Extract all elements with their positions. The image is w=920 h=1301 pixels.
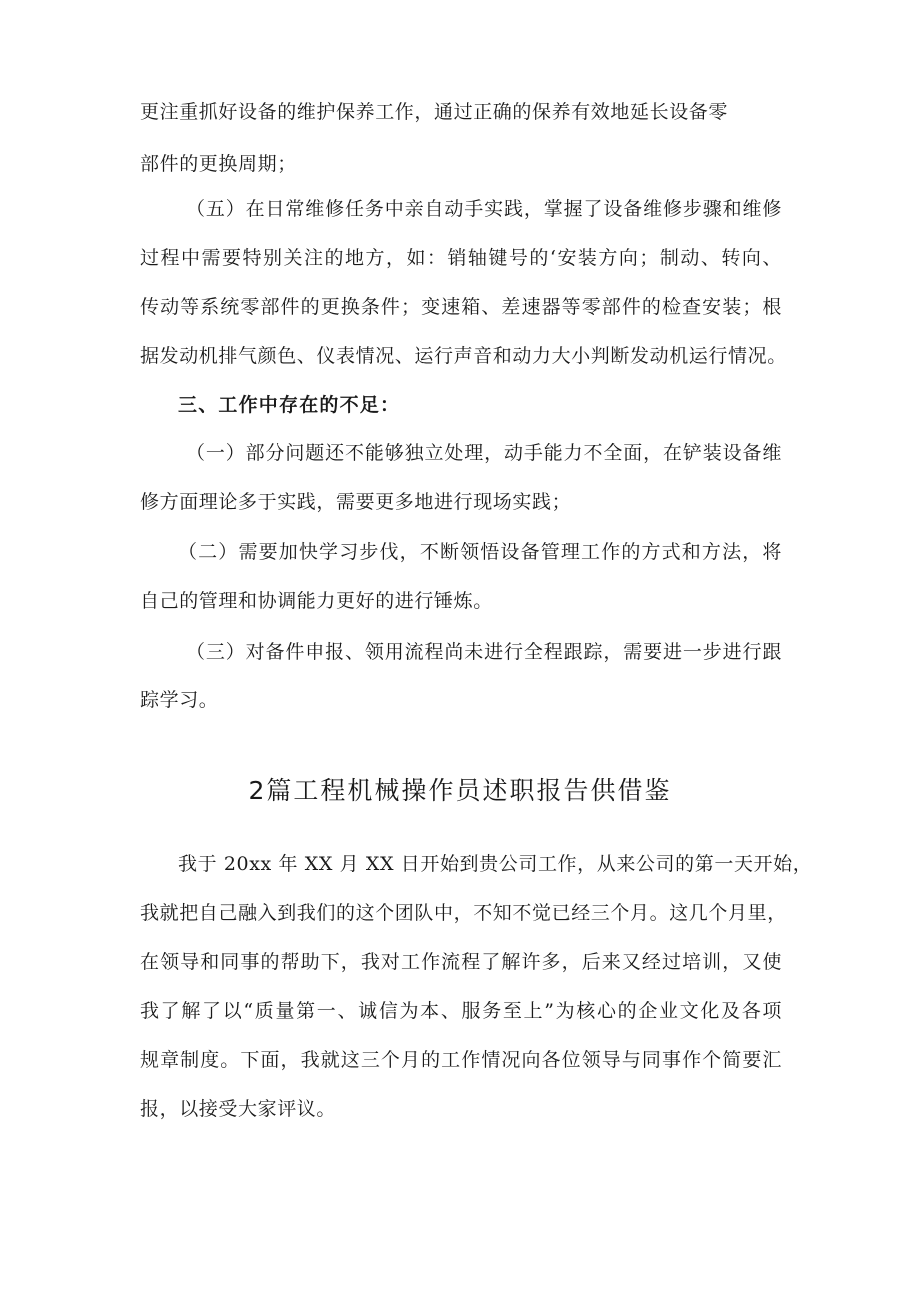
item-5-line: 传动等系统零部件的更换条件；变速箱、差速器等零部件的检查安装；根	[140, 296, 782, 318]
item-2-line: （二）需要加快学习步伐，不断领悟设备管理工作的方式和方法，将	[178, 541, 782, 563]
item-2-line: 自己的管理和协调能力更好的进行锤炼。	[140, 590, 493, 612]
article-paragraph-line: 规章制度。下面，我就这三个月的工作情况向各位领导与同事作个简要汇	[140, 1049, 782, 1071]
article-paragraph-line: 报，以接受大家评议。	[140, 1098, 337, 1120]
item-1-line: （一）部分问题还不能够独立处理，动手能力不全面，在铲装设备维	[186, 442, 782, 464]
article-title: 2篇工程机械操作员述职报告供借鉴	[248, 776, 672, 805]
article-paragraph-line: 我就把自己融入到我们的这个团队中，不知不觉已经三个月。这几个月里，	[140, 902, 787, 924]
item-5-line: 过程中需要特别关注的地方，如：销轴键号的‘安装方向；制动、转向、	[140, 247, 782, 269]
paragraph-line: 部件的更换周期；	[140, 153, 297, 175]
article-paragraph-line: 在领导和同事的帮助下，我对工作流程了解许多，后来又经过培训，又使	[140, 951, 782, 973]
item-5-line: （五）在日常维修任务中亲自动手实践，掌握了设备维修步骤和维修	[186, 198, 782, 220]
section-heading: 三、工作中存在的不足：	[178, 394, 401, 416]
item-3-line: （三）对备件申报、领用流程尚未进行全程跟踪，需要进一步进行跟	[186, 641, 782, 663]
article-paragraph-line: 我了解了以“质量第一、诚信为本、服务至上”为核心的企业文化及各项	[140, 1000, 782, 1022]
paragraph-line: 更注重抓好设备的维护保养工作，通过正确的保养有效地延长设备零	[140, 101, 729, 123]
item-1-line: 修方面理论多于实践，需要更多地进行现场实践；	[140, 491, 572, 513]
article-paragraph-line: 我于 20xx 年 XX 月 XX 日开始到贵公司工作，从来公司的第一天开始，	[178, 853, 813, 875]
item-5-line: 据发动机排气颜色、仪表情况、运行声音和动力大小判断发动机运行情况。	[140, 345, 787, 367]
item-3-line: 踪学习。	[140, 689, 219, 711]
